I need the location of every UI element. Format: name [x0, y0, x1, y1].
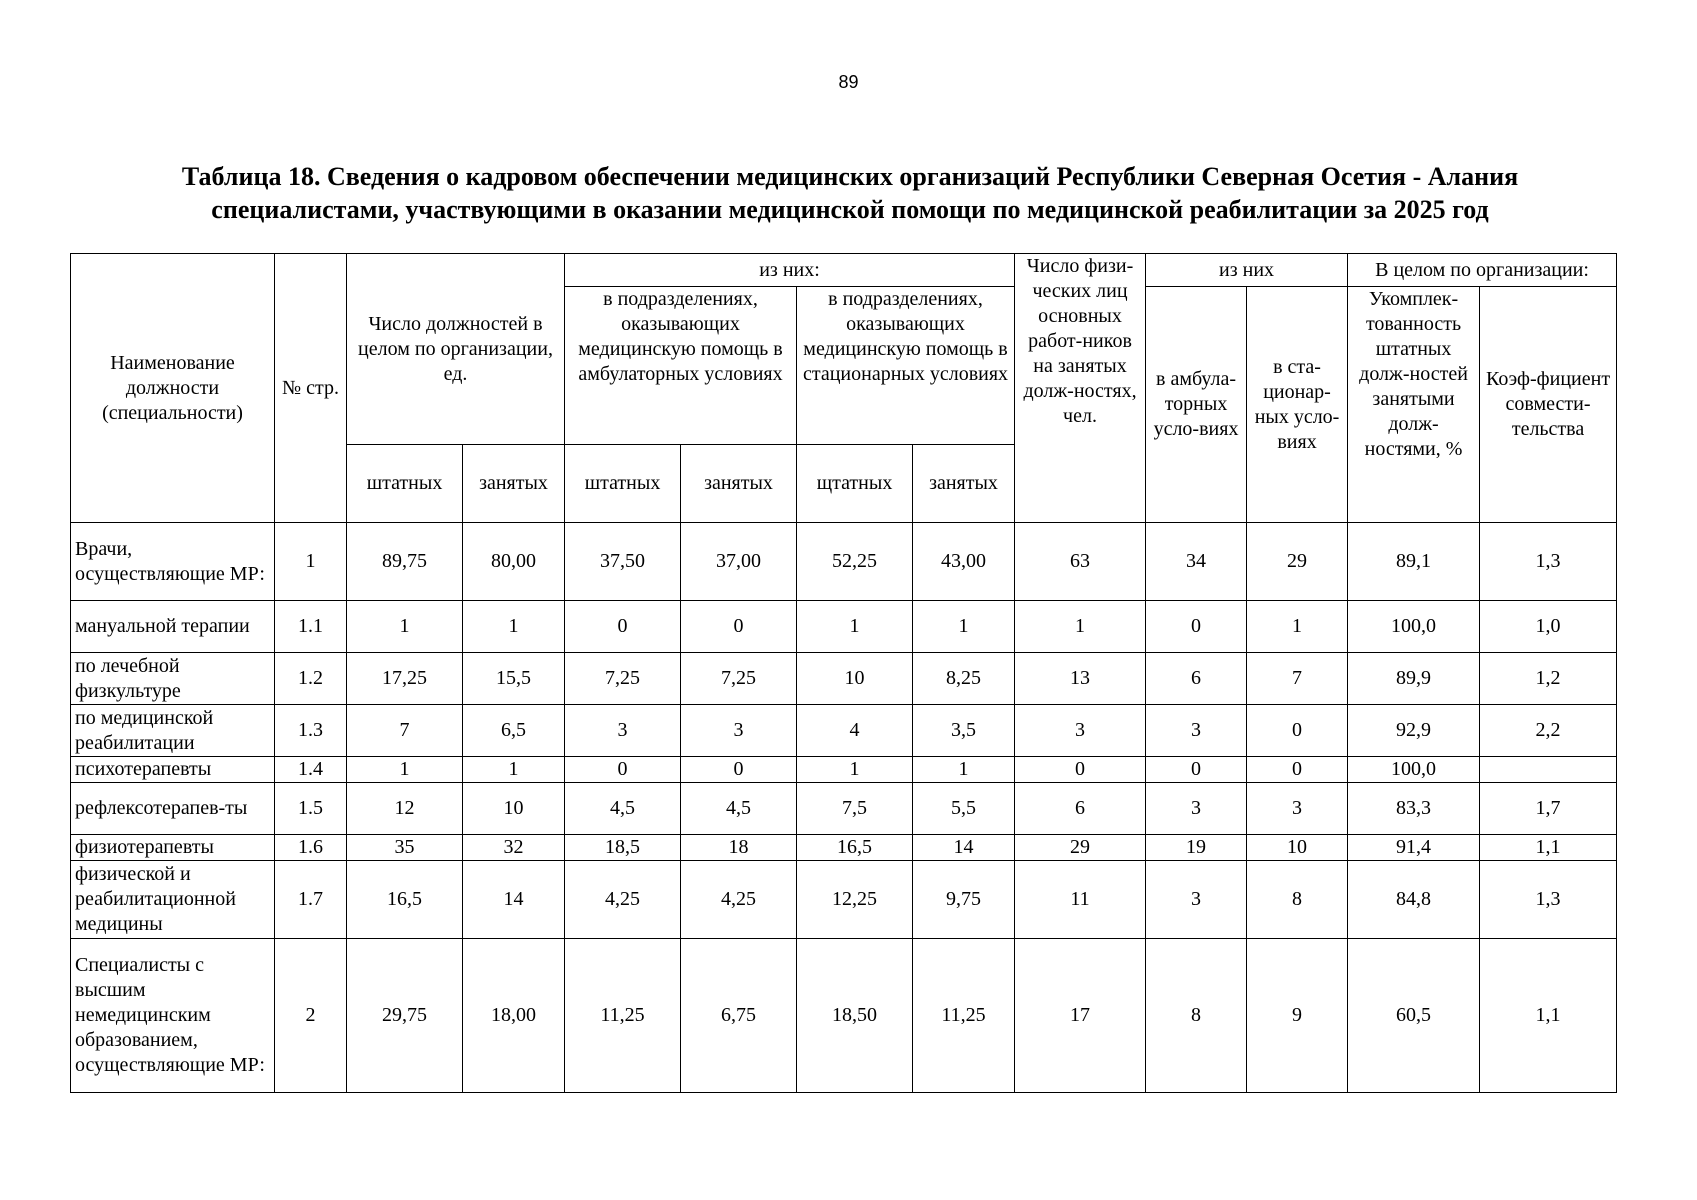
row-number: 1.4: [275, 757, 347, 783]
cell: 12: [347, 783, 463, 835]
header-inpatient-units: в подразделениях, оказывающих медицинскую помощь в стационарных условиях: [797, 287, 1015, 445]
cell: 17,25: [347, 653, 463, 705]
page-number: 89: [838, 72, 859, 92]
cell: 29,75: [347, 939, 463, 1093]
cell: 35: [347, 835, 463, 861]
row-name: физической и реабилитационной медицины: [71, 861, 275, 939]
cell: 14: [463, 861, 565, 939]
header-physical-persons: Число физи-ческих лиц основных работ-ников на занятых долж-ностях, чел.: [1015, 254, 1146, 523]
cell: 89,1: [1348, 523, 1480, 601]
cell: 8: [1146, 939, 1247, 1093]
table-row: [71, 835, 1617, 861]
row-number: 1.5: [275, 783, 347, 835]
header-occupied-inpatient: занятых: [913, 445, 1015, 523]
header-name: Наименование должности (специальности): [71, 254, 275, 523]
cell: 3: [1146, 783, 1247, 835]
cell: 7,25: [565, 653, 681, 705]
cell: 18,5: [565, 835, 681, 861]
row-number: 1.7: [275, 861, 347, 939]
header-in-inpatient: в ста-ционар-ных усло-виях: [1247, 287, 1348, 523]
cell: 0: [565, 601, 681, 653]
cell: 29: [1015, 835, 1146, 861]
cell: 5,5: [913, 783, 1015, 835]
cell: 1,3: [1480, 523, 1617, 601]
cell: 37,50: [565, 523, 681, 601]
cell: 1: [347, 757, 463, 783]
cell: 52,25: [797, 523, 913, 601]
cell: 1: [463, 757, 565, 783]
cell: 89,9: [1348, 653, 1480, 705]
cell: 6: [1015, 783, 1146, 835]
row-name: Врачи, осуществляющие МР:: [71, 523, 275, 601]
row-name: мануальной терапии: [71, 601, 275, 653]
header-of-them-2: из них: [1146, 254, 1348, 287]
table-row: [71, 861, 1617, 939]
table-row: [71, 705, 1617, 757]
row-name: Специалисты с высшим немедицинским образованием, осуществляющие МР:: [71, 939, 275, 1093]
cell: 3: [681, 705, 797, 757]
cell: 8,25: [913, 653, 1015, 705]
row-name: психотерапевты: [71, 757, 275, 783]
row-number: 1: [275, 523, 347, 601]
row-number: 2: [275, 939, 347, 1093]
header-in-ambulatory: в амбула-торных усло-виях: [1146, 287, 1247, 523]
cell: 3: [565, 705, 681, 757]
row-number: 1.6: [275, 835, 347, 861]
row-name: рефлексотерапев-ты: [71, 783, 275, 835]
table-row: [71, 653, 1617, 705]
cell: 11,25: [913, 939, 1015, 1093]
header-org-total: В целом по организации:: [1348, 254, 1617, 287]
cell: 1,7: [1480, 783, 1617, 835]
cell: 4,5: [565, 783, 681, 835]
cell: 2,2: [1480, 705, 1617, 757]
cell: 3,5: [913, 705, 1015, 757]
cell: 1,2: [1480, 653, 1617, 705]
cell: 16,5: [347, 861, 463, 939]
cell: 18,00: [463, 939, 565, 1093]
cell: 19: [1146, 835, 1247, 861]
cell: 32: [463, 835, 565, 861]
cell: [1480, 757, 1617, 783]
cell: 4,5: [681, 783, 797, 835]
cell: 1: [463, 601, 565, 653]
cell: 10: [1247, 835, 1348, 861]
cell: 83,3: [1348, 783, 1480, 835]
cell: 1: [347, 601, 463, 653]
cell: 1,1: [1480, 835, 1617, 861]
cell: 17: [1015, 939, 1146, 1093]
row-name: физиотерапевты: [71, 835, 275, 861]
header-row-number: № стр.: [275, 254, 347, 523]
cell: 0: [681, 757, 797, 783]
cell: 91,4: [1348, 835, 1480, 861]
cell: 0: [565, 757, 681, 783]
cell: 92,9: [1348, 705, 1480, 757]
cell: 4: [797, 705, 913, 757]
cell: 0: [1146, 757, 1247, 783]
cell: 10: [797, 653, 913, 705]
cell: 11: [1015, 861, 1146, 939]
cell: 34: [1146, 523, 1247, 601]
cell: 1: [797, 757, 913, 783]
cell: 89,75: [347, 523, 463, 601]
cell: 15,5: [463, 653, 565, 705]
cell: 1: [1015, 601, 1146, 653]
cell: 7,25: [681, 653, 797, 705]
cell: 7: [347, 705, 463, 757]
cell: 12,25: [797, 861, 913, 939]
cell: 16,5: [797, 835, 913, 861]
table-row: [71, 757, 1617, 783]
cell: 3: [1247, 783, 1348, 835]
table-row: [71, 601, 1617, 653]
cell: 9,75: [913, 861, 1015, 939]
cell: 10: [463, 783, 565, 835]
cell: 3: [1015, 705, 1146, 757]
cell: 13: [1015, 653, 1146, 705]
cell: 0: [1146, 601, 1247, 653]
cell: 9: [1247, 939, 1348, 1093]
table-title: [100, 160, 1600, 226]
cell: 4,25: [565, 861, 681, 939]
cell: 80,00: [463, 523, 565, 601]
cell: 37,00: [681, 523, 797, 601]
header-staffed: штатных: [347, 445, 463, 523]
header-positions-total: Число должностей в целом по организации, ед.: [347, 254, 565, 445]
row-number: 1.3: [275, 705, 347, 757]
cell: 1: [1247, 601, 1348, 653]
cell: 29: [1247, 523, 1348, 601]
table-row: [71, 523, 1617, 601]
cell: 43,00: [913, 523, 1015, 601]
table-row: [71, 939, 1617, 1093]
staffing-table: [70, 253, 1617, 1093]
cell: 100,0: [1348, 757, 1480, 783]
cell: 4,25: [681, 861, 797, 939]
header-staffed-inpatient: щтатных: [797, 445, 913, 523]
cell: 3: [1146, 705, 1247, 757]
cell: 18: [681, 835, 797, 861]
cell: 6: [1146, 653, 1247, 705]
header-occupied: занятых: [463, 445, 565, 523]
row-name: по лечебной физкультуре: [71, 653, 275, 705]
header-staffing-rate: Укомплек-тованность штатных долж-ностей занятыми долж-ностями, %: [1348, 287, 1480, 523]
cell: 1,0: [1480, 601, 1617, 653]
cell: 8: [1247, 861, 1348, 939]
cell: 18,50: [797, 939, 913, 1093]
cell: 6,75: [681, 939, 797, 1093]
cell: 0: [1247, 757, 1348, 783]
title-line-2: специалистами, участвующими в оказании медицинской помощи по медицинской реабилитации за 2025 год: [211, 195, 1489, 224]
row-name: по медицинской реабилитации: [71, 705, 275, 757]
cell: 0: [681, 601, 797, 653]
title-line-1: Таблица 18. Сведения о кадровом обеспечении медицинских организаций Республики Северная Осетия - Алания: [181, 162, 1519, 191]
cell: 1,1: [1480, 939, 1617, 1093]
cell: 63: [1015, 523, 1146, 601]
header-staffed-ambulatory: штатных: [565, 445, 681, 523]
cell: 7: [1247, 653, 1348, 705]
cell: 0: [1247, 705, 1348, 757]
cell: 7,5: [797, 783, 913, 835]
cell: 1: [913, 601, 1015, 653]
cell: 1: [797, 601, 913, 653]
header-ambulatory-units: в подразделениях, оказывающих медицинскую помощь в амбулаторных условиях: [565, 287, 797, 445]
cell: 60,5: [1348, 939, 1480, 1093]
cell: 14: [913, 835, 1015, 861]
cell: 1,3: [1480, 861, 1617, 939]
header-combination-coef: Коэф-фициент совмести-тельства: [1480, 287, 1617, 523]
cell: 84,8: [1348, 861, 1480, 939]
cell: 0: [1015, 757, 1146, 783]
cell: 3: [1146, 861, 1247, 939]
table-row: [71, 783, 1617, 835]
cell: 1: [913, 757, 1015, 783]
header-occupied-ambulatory: занятых: [681, 445, 797, 523]
row-number: 1.2: [275, 653, 347, 705]
cell: 6,5: [463, 705, 565, 757]
row-number: 1.1: [275, 601, 347, 653]
header-of-them: из них:: [565, 254, 1015, 287]
cell: 11,25: [565, 939, 681, 1093]
cell: 100,0: [1348, 601, 1480, 653]
